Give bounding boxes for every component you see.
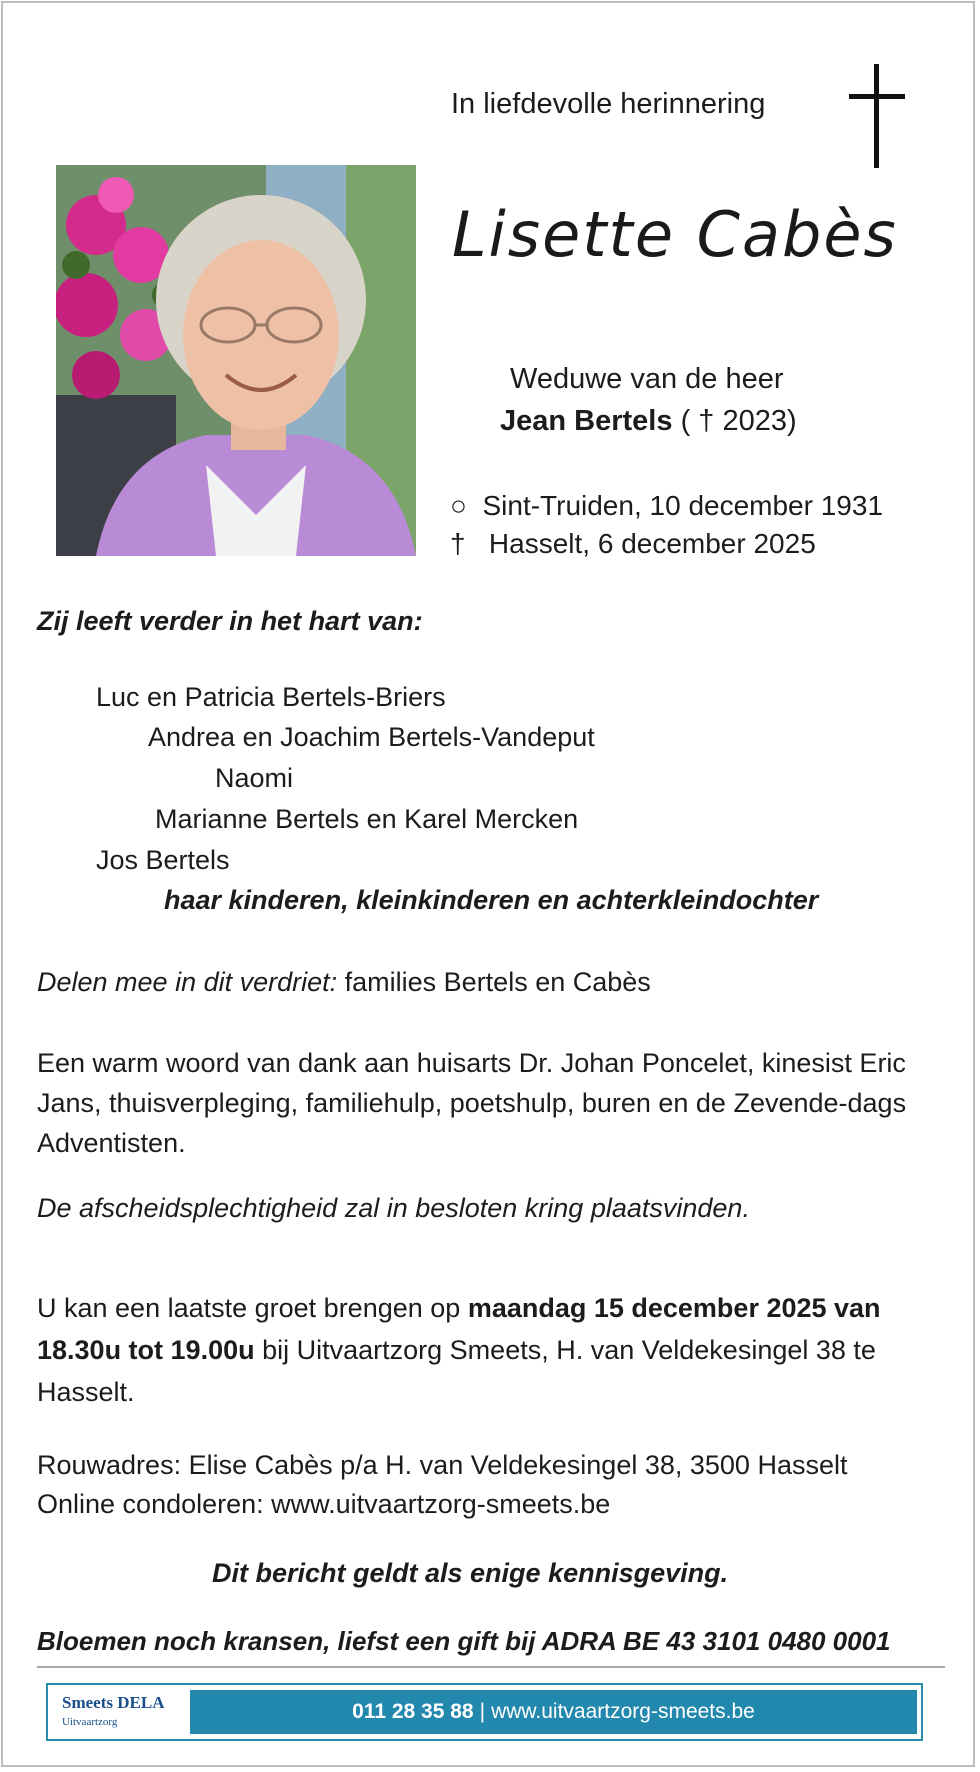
family-member: Luc en Patricia Bertels-Briers	[96, 682, 446, 712]
visit-text: van	[826, 1293, 881, 1323]
family-member: Naomi	[215, 763, 294, 793]
birth-line	[450, 490, 883, 522]
husband-death: ( † 2023)	[680, 405, 797, 437]
cross-icon	[849, 64, 905, 168]
visit-text: U kan een laatste groet brengen op	[37, 1293, 468, 1323]
death-cross-icon: †	[450, 528, 466, 559]
notice-line: Dit bericht geldt als enige kennisgeving.	[212, 1558, 729, 1588]
family-summary: haar kinderen, kleinkinderen en achterkleindochter	[164, 885, 819, 915]
family-member: Jos Bertels	[96, 845, 230, 875]
ceremony-line: De afscheidsplechtigheid zal in besloten kring plaatsvinden.	[37, 1193, 750, 1223]
death-text: Hasselt, 6 december 2025	[488, 528, 816, 559]
husband-name: Jean Bertels	[500, 405, 673, 437]
contact-separator: |	[479, 1700, 486, 1723]
portrait-photo	[56, 165, 416, 556]
widow-line: Weduwe van de heer	[510, 363, 784, 395]
logo-subtitle: Uitvaartzorg	[62, 1716, 118, 1728]
death-line	[450, 528, 816, 560]
funeral-home-banner	[46, 1683, 923, 1741]
online-condolence: Online condoleren: www.uitvaartzorg-smeets.be	[37, 1489, 611, 1519]
flowers-line: Bloemen noch kransen, liefst een gift bij ADRA BE 43 3101 0480 0001	[37, 1626, 891, 1656]
logo-name: Smeets DELA	[62, 1693, 165, 1712]
visit-text: bij Uitvaartzorg Smeets, H. van Veldekesingel 38 te Hasselt.	[37, 1335, 876, 1407]
visit-date: maandag 15 december 2025	[467, 1293, 827, 1323]
shared-grief-line	[37, 967, 651, 998]
contact-bar	[190, 1690, 917, 1734]
mourning-address: Rouwadres: Elise Cabès p/a H. van Veldekesingel 38, 3500 Hasselt	[37, 1450, 848, 1480]
memorial-heading: In liefdevolle herinnering	[451, 88, 766, 120]
shared-label: Delen mee in dit verdriet:	[37, 967, 338, 997]
family-member: Andrea en Joachim Bertels-Vandeput	[148, 722, 595, 752]
birth-circle-icon: ○	[450, 490, 467, 521]
phone-number[interactable]: 011 28 35 88	[352, 1700, 474, 1723]
family-member: Marianne Bertels en Karel Mercken	[155, 804, 579, 834]
website-link[interactable]: www.uitvaartzorg-smeets.be	[491, 1700, 755, 1723]
visit-paragraph	[37, 1287, 947, 1413]
shared-text: families Bertels en Cabès	[337, 967, 651, 997]
thanks-paragraph: Een warm woord van dank aan huisarts Dr. Johan Poncelet, kinesist Eric Jans, thuisverpleging, familiehulp, poetshulp, buren en de Zevende-dags Adventisten.	[37, 1048, 907, 1158]
divider	[37, 1666, 945, 1668]
deceased-name: Lisette Cabès	[452, 198, 898, 271]
birth-text: Sint-Truiden, 10 december 1931	[482, 490, 884, 521]
family-heading: Zij leeft verder in het hart van:	[37, 606, 423, 636]
husband-line	[500, 405, 797, 438]
visit-time: 18.30u tot 19.00u	[37, 1335, 255, 1365]
